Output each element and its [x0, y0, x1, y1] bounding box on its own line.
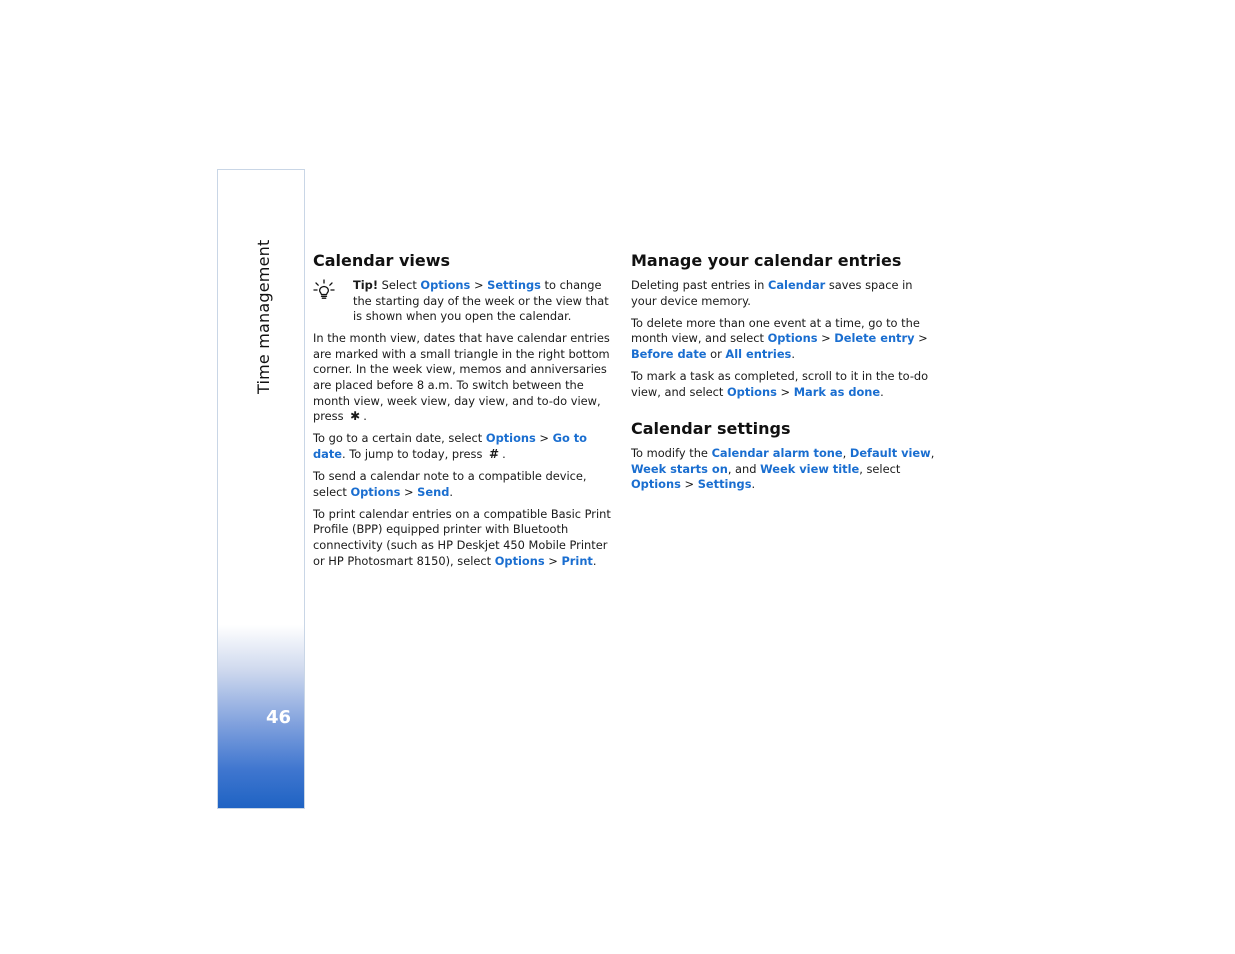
separator: >	[400, 484, 418, 499]
menu-options: Options	[727, 384, 777, 399]
punctuation: .	[592, 553, 597, 568]
paragraph-text: To go to a certain date, select	[313, 431, 486, 446]
menu-options: Options	[350, 484, 401, 499]
punctuation: ,	[842, 446, 850, 461]
paragraph-text: To print calendar entries on a compatible Basic Print Profile (BPP) equipped printer with Bluetooth connectivity (such as HP Deskjet 450 Mobile Printer or HP Photosmart 8150), select	[313, 506, 611, 568]
paragraph-month-view	[313, 331, 613, 425]
punctuation: .	[791, 346, 795, 361]
punctuation: .	[449, 484, 453, 499]
setting-week-view-title: Week view title	[760, 461, 860, 476]
paragraph-text: To modify the	[631, 446, 712, 461]
paragraph-text: Deleting past entries in	[631, 278, 768, 292]
menu-options: Options	[485, 431, 536, 446]
paragraph-text: , select	[859, 461, 901, 476]
menu-settings: Settings	[487, 278, 541, 292]
paragraph-mark-done	[631, 369, 936, 400]
setting-week-starts-on: Week starts on	[631, 461, 728, 476]
punctuation: .	[751, 477, 756, 492]
separator: >	[817, 331, 835, 346]
punctuation: .	[880, 384, 884, 399]
punctuation: .	[502, 446, 506, 461]
separator: >	[470, 278, 488, 292]
section-title: Time management	[254, 239, 273, 394]
page-number: 46	[266, 707, 292, 728]
separator: >	[544, 553, 562, 568]
separator: >	[776, 384, 794, 399]
left-column	[313, 250, 613, 576]
paragraph-text: In the month view, dates that have calendar entries are marked with a small triangle in the right bottom corner. In the week view, memos and anniversaries are placed before 8 a.m. To switch between the month view, week view, day view, and to-do view, press	[313, 331, 610, 424]
paragraph-go-to-date	[313, 431, 613, 462]
menu-print: Print	[561, 553, 593, 568]
paragraph-text: , and	[727, 461, 761, 476]
menu-options: Options	[494, 553, 545, 568]
menu-mark-as-done: Mark as done	[793, 384, 881, 399]
setting-default-view: Default view	[849, 446, 931, 461]
right-column	[631, 250, 936, 499]
menu-settings: Settings	[697, 477, 752, 492]
punctuation: ,	[930, 446, 935, 461]
paragraph-delete-multiple	[631, 316, 936, 363]
separator: >	[680, 477, 698, 492]
setting-calendar-alarm-tone: Calendar alarm tone	[711, 446, 843, 461]
menu-delete-entry: Delete entry	[834, 331, 915, 346]
menu-options: Options	[767, 331, 818, 346]
paragraph-text: To delete more than one event at a time, go to the month view, and select	[631, 315, 920, 346]
paragraph-settings	[631, 446, 936, 493]
menu-calendar: Calendar	[768, 278, 826, 292]
menu-options: Options	[631, 477, 681, 492]
paragraph-deleting	[631, 278, 936, 309]
paragraph-send	[313, 469, 613, 500]
menu-before-date: Before date	[631, 346, 707, 361]
tip-text: Select	[378, 278, 421, 292]
manage-entries-heading: Manage your calendar entries	[631, 251, 902, 270]
tip-block	[313, 278, 613, 325]
separator: >	[535, 431, 553, 446]
tip-text: to change the starting day of the week or the view that is shown when you open the calendar.	[353, 278, 609, 324]
paragraph-text: saves space in your device memory.	[631, 278, 913, 308]
separator: >	[914, 331, 928, 346]
tip-lead: Tip!	[353, 278, 379, 292]
paragraph-text: To send a calendar note to a compatible device, select	[313, 469, 587, 499]
paragraph-text: To mark a task as completed, scroll to it in the to-do view, and select	[631, 368, 929, 399]
calendar-settings-heading: Calendar settings	[631, 419, 791, 439]
punctuation: .	[363, 409, 367, 424]
paragraph-text: or	[706, 346, 726, 361]
menu-send: Send	[417, 484, 450, 499]
paragraph-print	[313, 507, 613, 569]
hash-key-icon: #	[489, 446, 500, 461]
menu-all-entries: All entries	[725, 346, 792, 361]
calendar-views-heading: Calendar views	[313, 251, 451, 270]
menu-go-to-date: Go to date	[313, 431, 588, 461]
star-key-icon: ✱	[350, 409, 361, 424]
lightbulb-icon	[313, 279, 335, 301]
paragraph-text: . To jump to today, press	[342, 446, 487, 461]
menu-options: Options	[420, 278, 471, 292]
